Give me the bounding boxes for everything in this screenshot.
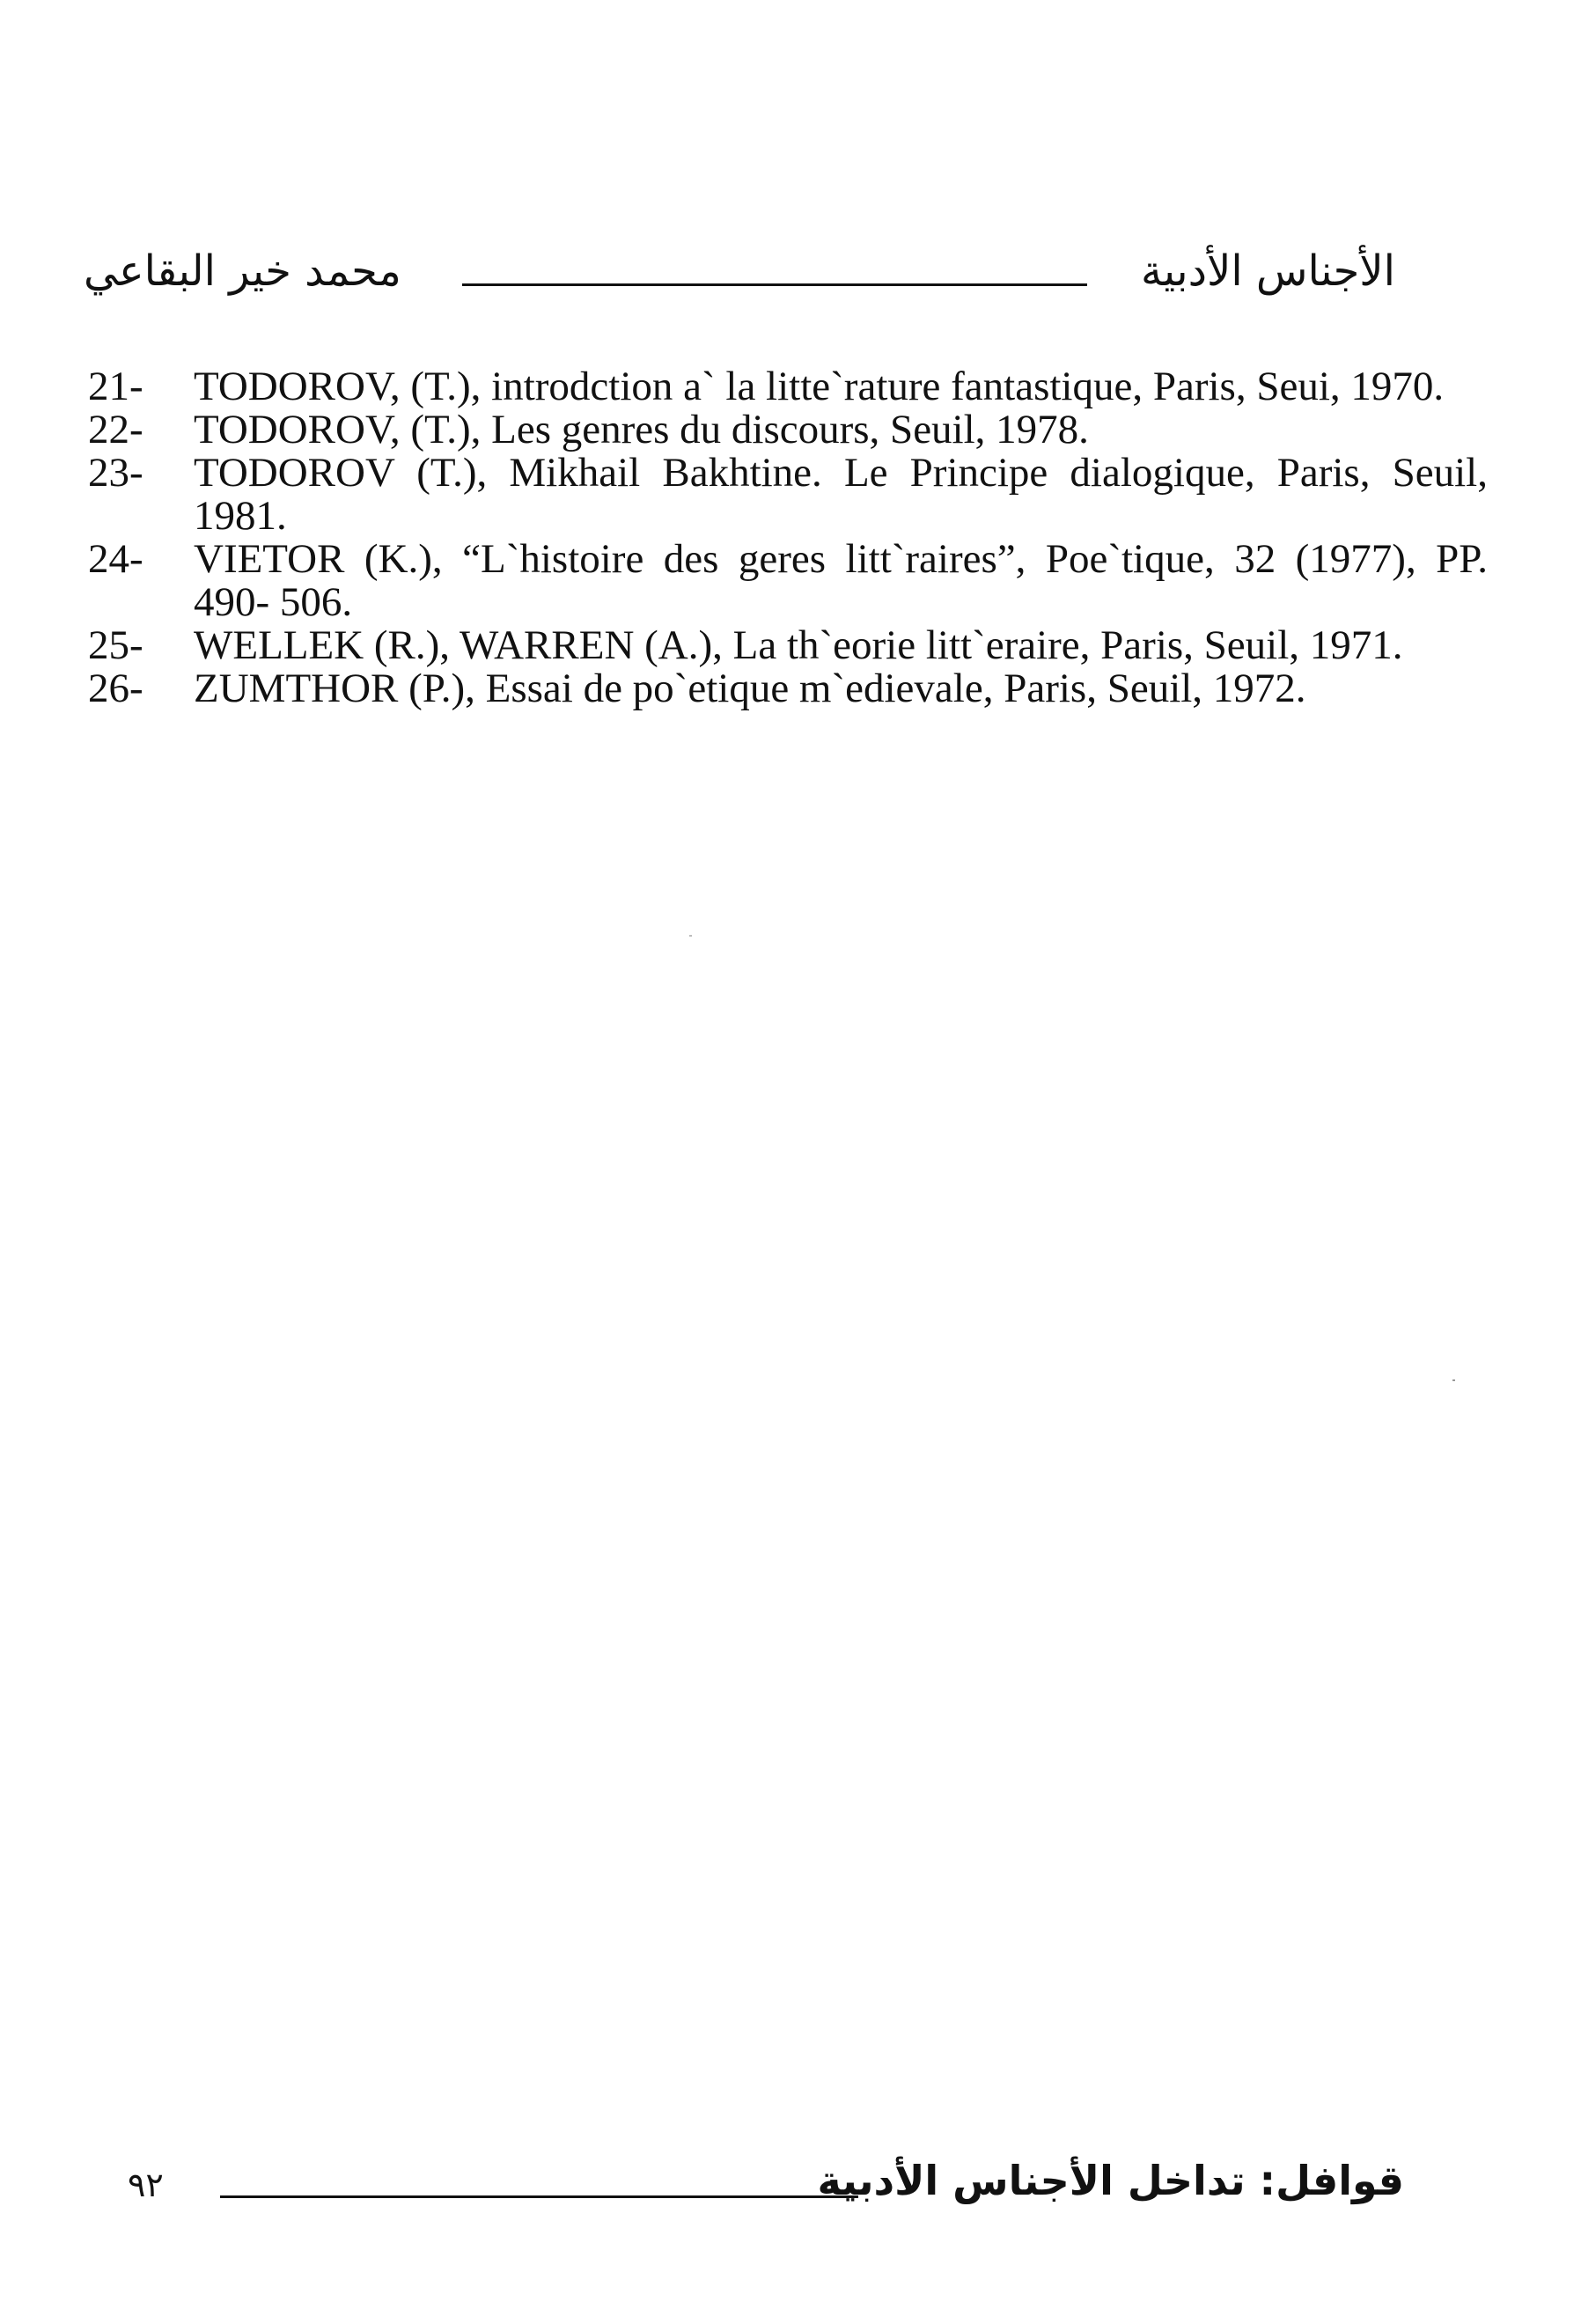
running-header: [84, 246, 1395, 317]
reference-number: 22-: [88, 407, 143, 452]
reference-text: WELLEK (R.), WARREN (A.), La th`eorie litt`eraire, Paris, Seuil, 1971.: [194, 622, 1403, 668]
footer-journal-title: قوافل: تداخل الأجناس الأدبية: [817, 2157, 1404, 2204]
header-rule: [462, 283, 1087, 286]
reference-list: [88, 365, 1488, 710]
header-author: محمد خير البقاعي: [84, 246, 401, 296]
reference-text: VIETOR (K.), “L`histoire des geres litt`raires”, Poe`tique, 32 (1977), PP. 490- 506.: [194, 536, 1488, 625]
reference-number: 21-: [88, 364, 143, 409]
reference-number: 26-: [88, 666, 143, 711]
reference-item: [88, 365, 1488, 408]
reference-item: [88, 452, 1488, 538]
reference-item: [88, 408, 1488, 452]
reference-text: ZUMTHOR (P.), Essai de po`etique m`edievale, Paris, Seuil, 1972.: [194, 666, 1306, 711]
reference-number: 24-: [88, 536, 143, 582]
reference-text: TODOROV (T.), Mikhail Bakhtine. Le Principe dialogique, Paris, Seuil, 1981.: [194, 450, 1488, 539]
scan-speck: [689, 935, 692, 937]
reference-number: 23-: [88, 450, 143, 496]
reference-text: TODOROV, (T.), introdction a` la litte`rature fantastique, Paris, Seui, 1970.: [194, 364, 1445, 409]
page-number: ٩٢: [128, 2166, 164, 2204]
header-title: الأجناس الأدبية: [1140, 246, 1395, 296]
reference-item: [88, 538, 1488, 624]
page-footer: [128, 2157, 1404, 2227]
reference-item: [88, 624, 1488, 667]
scan-speck: [1452, 1379, 1455, 1381]
footer-rule: [220, 2195, 858, 2198]
reference-item: [88, 667, 1488, 710]
reference-text: TODOROV, (T.), Les genres du discours, Seuil, 1978.: [194, 407, 1089, 452]
reference-number: 25-: [88, 622, 143, 668]
